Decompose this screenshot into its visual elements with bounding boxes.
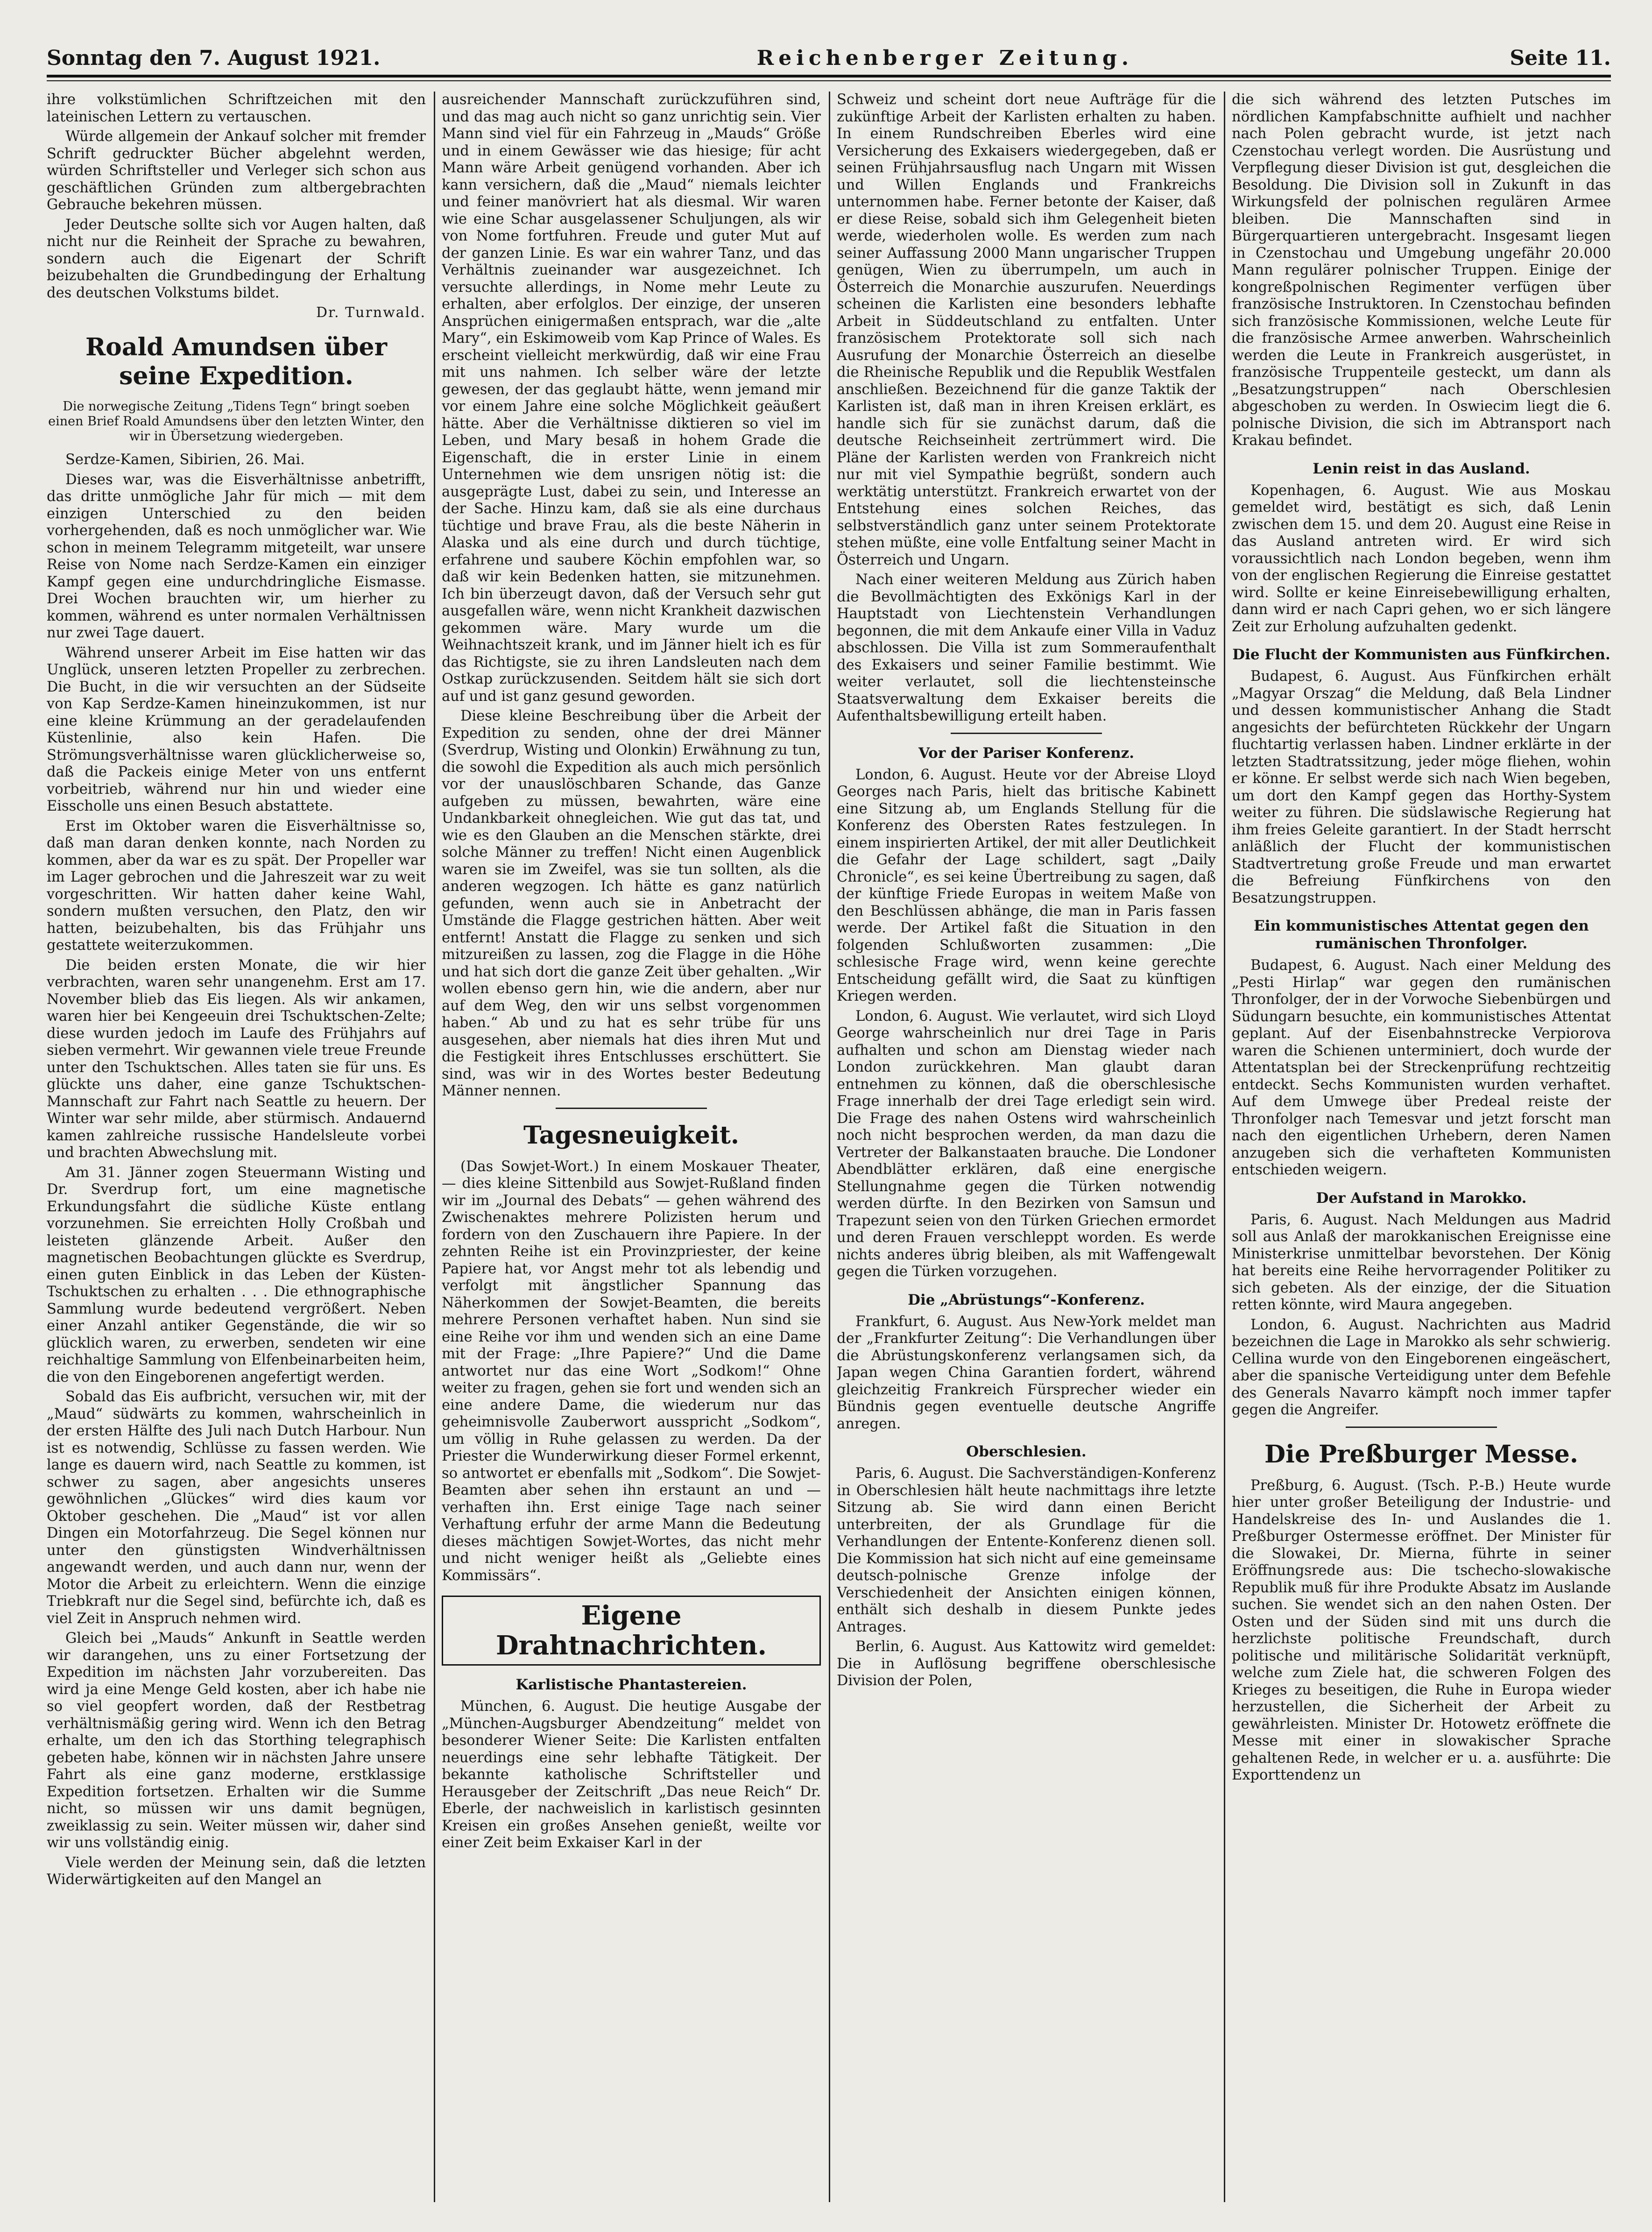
article-text: Berlin, 6. August. Aus Kattowitz wird gemeldet: Die in Auflösung begriffene oberschlesische Division der Polen,: [837, 1639, 1216, 1689]
article-text: London, 6. August. Heute vor der Abreise Lloyd Georges nach Paris, hielt das britische Kabinett eine Sitzung ab, um Englands Stellung für die Konferenz des Obersten Rates festzulegen. In einem inspirierten Artikel, der mit aller Deutlichkeit die Gefahr der Lage schildert, sagt „Daily Chronicle“, es sei keine Übertreibung zu sagen, daß der künftige Friede Europas in weitem Maße von den Beschlüssen abhänge, die man in Paris fassen werde. Der Artikel faßt die Situation in den folgenden Schlußworten zusammen: „Die schlesische Frage wird, wenn keine gerechte Entscheidung gefällt wird, die Saat zu künftigen Kriegen werden.: [837, 766, 1216, 1004]
masthead-rule-thin: [47, 80, 1611, 81]
column-1: [47, 92, 426, 2202]
issue-date: Sonntag den 7. August 1921.: [47, 46, 381, 70]
article-text: München, 6. August. Die heutige Ausgabe der „München-Augsburger Abendzeitung“ meldet von besonderer Wiener Seite: Die Karlisten entfalten neuerdings eine sehr lebhafte Tätigkeit. Der bekannte katholische Schriftsteller und Herausgeber der Zeitschrift „Das neue Reich“ Dr. Eberle, der nachweislich in karlistisch gesinnten Kreisen ein großes Ansehen genießt, weilte vor einer Zeit beim Exkaiser Karl in der: [442, 1698, 821, 1851]
subheadline-attentat: Ein kommunistisches Attentat gegen den rumänischen Thronfolger.: [1254, 918, 1589, 952]
masthead: [47, 43, 1611, 70]
article-text: Am 31. Jänner zogen Steuermann Wisting und Dr. Sverdrup fort, um eine magnetische Erkundungsfahrt die südliche Küste entlang vorzunehmen. Sie erreichten Holly Croßbah und leisteten glänzende Arbeit. Außer den magnetischen Beobachtungen glückte es Sverdrup, einen guten Einblick in das Leben der Küsten-Tschuktschen zu erhalten . . . Die ethnographische Sammlung wurde bedeutend vergrößert. Neben einer Anzahl antiker Gegenstände, die wir so glücklich waren, zu erwerben, sendeten wir eine reichhaltige Sammlung von Elfenbeinarbeiten heim, die von den Eingeborenen angefertigt werden.: [47, 1164, 426, 1385]
article-text: Schweiz und scheint dort neue Aufträge für die zukünftige Arbeit der Karlisten erhalten zu haben. In einem Rundschreiben Eberles wird eine Versicherung des Exkaisers wiedergegeben, daß er seinen Frühjahrsausflug nach Ungarn mit Wissen und Willen Englands und Frankreichs unternommen habe. Ferner betonte der Kaiser, daß er diese Reise, sobald sich ihm Gelegenheit bieten werde, wiederholen wolle. Es werden zum nach seiner Auffassung 2000 Mann ungarischer Truppen genügen, Wien zu überrumpeln, um auch in Österreich die Monarchie auszurufen. Neuerdings scheinen die Karlisten eine besonders lebhafte Arbeit in Süddeutschland zu entfalten. Unter französischem Protektorate soll sich nach Ausrufung der Monarchie Österreich an dieselbe die Rheinische Republik und die Republik Westfalen anschließen. Bezeichnend für die ganze Taktik der Karlisten ist, daß man in ihren Kreisen erklärt, es handle sich für sie zunächst darum, daß die deutsche Reichseinheit zertrümmert wird. Die Pläne der Karlisten werden von Frankreich nicht nur mit viel Sympathie begrüßt, sondern auch werktätig unterstützt. Frankreich erwartet von der Entstehung eines solchen Reiches, das selbstverständlich ganz unter seinem Protektorate stehen müßte, eine volle Entfaltung seiner Macht in Österreich und Ungarn.: [837, 92, 1216, 568]
column-4: [1232, 92, 1611, 2202]
article-text: Während unserer Arbeit im Eise hatten wir das Unglück, unseren letzten Propeller zu zerbrechen. Die Bucht, in die wir versuchten an der Südseite von Kap Serdze-Kamen hineinzukommen, ist nur eine kleine Krümmung an der geradelaufenden Küstenlinie, also kein Hafen. Die Strömungsverhältnisse waren glücklicherweise so, daß die Packeis einige Meter von uns entfernt vorbeitrieb, während nur hin und wieder eine Eisscholle uns einen Besuch abstattete.: [47, 644, 426, 814]
article-text: Erst im Oktober waren die Eisverhältnisse so, daß man daran denken konnte, nach Norden zu kommen, aber da war es zu spät. Der Propeller war im Lager gebrochen und die Jahreszeit war zu weit vorgeschritten. Wir hatten daher keine Wahl, sondern mußten versuchen, den Platz, den wir hatten, beizubehalten, bis das Frühjahr uns gestattete weiterzukommen.: [47, 818, 426, 954]
newspaper-title: Reichenberger Zeitung.: [756, 46, 1134, 70]
section-divider: [556, 1108, 707, 1109]
subheadline-marokko: Der Aufstand in Marokko.: [1316, 1189, 1527, 1207]
article-text: Sobald das Eis aufbricht, versuchen wir, mit der „Maud“ südwärts zu kommen, wahrscheinlich in der ersten Hälfte des Juli nach Dutch Harbour. Nun ist es notwendig, Schlüsse zu fassen werden. Wie lange es dauern wird, nach Seattle zu kommen, ist schwer zu sagen, aber angesichts unseres gewöhnlichen „Glückes“ wird dies kaum vor Oktober geschehen. Die „Maud“ ist vor allen Dingen ein Motorfahrzeug. Die Segel können nur unter den günstigsten Windverhältnissen angewandt werden, und auch dann nur, wenn der Motor die Arbeit zu erleichtern. Wenn die einzige Triebkraft nur die Segel sind, befürchte ich, daß es viel Zeit in Anspruch nehmen wird.: [47, 1389, 426, 1627]
article-intro: Die norwegische Zeitung „Tidens Tegn“ bringt soeben einen Brief Roald Amundsens über den letzten Winter, den wir in Übersetzung wiedergeben.: [48, 399, 424, 444]
article-text: Dieses war, was die Eisverhältnisse anbetrifft, das dritte unmögliche Jahr für mich — mit dem einzigen Unterschied zu den beiden vorhergehenden, daß es noch unmöglicher war. Wie schon in meinem Telegramm mitgeteilt, war unsere Reise von Nome nach Serdze-Kamen ein einziger Kampf gegen eine undurchdringliche Eismasse. Drei Wochen brauchten wir, um hierher zu kommen, während es unter normalen Verhältnissen nur zwei Tage dauert.: [47, 471, 426, 641]
headline-tagesneuigkeit: Tagesneuigkeit.: [523, 1121, 739, 1150]
article-text: London, 6. August. Nachrichten aus Madrid bezeichnen die Lage in Marokko als sehr schwierig. Cellina wurde von den Eingeborenen eingeäschert, aber die spanische Verteidigung unter dem Befehle des Generals Navarro kämpft noch immer tapfer gegen die Angreifer.: [1232, 1316, 1611, 1418]
article-text: Diese kleine Beschreibung über die Arbeit der Expedition zu senden, ohne der drei Männer (Sverdrup, Wisting und Olonkin) Erwähnung zu tun, die sowohl die Expedition als auch mich persönlich vor der unauslöschbaren Schande, das Ganze aufgeben zu müssen, bewahrten, wäre eine Undankbarkeit ohnegleichen. Wie gut das tat, und wie es den Glauben an die Menschen stärkte, drei solche Männer zu treffen! Nicht einen Augenblick waren sie im Zweifel, was sie tun sollten, als die anderen wegzogen. Ich hätte es ganz natürlich gefunden, wenn auch sie in Anbetracht der Umstände die Flagge gestrichen hätten. Aber weit entfernt! Anstatt die Flagge zu senken und sich mitzureißen zu lassen, zog die Flagge in die Höhe und hat sich dort die ganze Zeit über gehalten. „Wir wollen ebenso gern hin, wie die andern, aber nur auf dem Weg, den wir uns selbst vorgenommen haben.“ Ab und zu hat es sehr trübe für uns ausgesehen, aber niemals hat dies ihren Mut und die Festigkeit ihres Entschlusses erschüttert. Sie sind, was wir in des Wortes bester Bedeutung Männer nennen.: [442, 708, 821, 1099]
columns: [47, 92, 1611, 2202]
article-text: Viele werden der Meinung sein, daß die letzten Widerwärtigkeiten auf den Mangel an: [47, 1854, 426, 1888]
article-text: Paris, 6. August. Die Sachverständigen-Konferenz in Oberschlesien hält heute nachmittags ihre letzte Sitzung ab. Sie wird dann einen Bericht unterbreiten, der als Grundlage für die Verhandlungen der Entente-Konferenz dienen soll. Die Kommission hat sich nicht auf eine gemeinsame deutsch-polnische Grenze infolge der Verschiedenheit der Ansichten einigen können, enthält sich deshalb in diesem Punkte jedes Antrages.: [837, 1465, 1216, 1635]
article-text: Paris, 6. August. Nach Meldungen aus Madrid soll aus Anlaß der marokkanischen Ereignisse eine Ministerkrise unmittelbar bevorstehen. Der König hat bereits eine Reihe hervorragender Politiker zu sich gebeten. Als der einzige, der die Situation retten könnte, wird Maura angegeben.: [1232, 1211, 1611, 1313]
subheadline-fuenfkirchen: Die Flucht der Kommunisten aus Fünfkirchen.: [1232, 646, 1610, 663]
article-text: Nach einer weiteren Meldung aus Zürich haben die Bevollmächtigten des Exkönigs Karl in der Hauptstadt von Liechtenstein Verhandlungen begonnen, die mit dem Ankaufe einer Villa in Vaduz abschlossen. Die Villa ist zum Sommeraufenthalt des Exkaisers und seiner Familie bestimmt. Wie weiter verlautet, soll die liechtensteinsche Staatsverwaltung dem Exkaiser bereits die Aufenthaltsbewilligung erteilt haben.: [837, 572, 1216, 724]
headline-amundsen: Roald Amundsen über seine Expedition.: [85, 333, 388, 390]
headline-drahtnachrichten: Eigene Drahtnachrichten.: [442, 1596, 821, 1666]
article-text: Die beiden ersten Monate, die wir hier verbrachten, waren sehr unangenehm. Erst am 17. November blieb das Eis liegen. Als wir ankamen, waren hier bei Kengeeuin drei Tschuktschen-Zelte; diese wurden jedoch im Laufe des Frühjahrs auf sieben vermehrt. Wir gewannen viele treue Freunde unter den Tschuktschen. Alles taten sie für uns. Es glückte uns daher, eine ganze Tschuktschen-Mannschaft zur Fahrt nach Seattle zu heuern. Der Winter war sehr milde, aber stürmisch. Andauernd kamen zahlreiche russische Handelsleute vorbei und brachten Abwechslung mit.: [47, 957, 426, 1161]
article-text: London, 6. August. Wie verlautet, wird sich Lloyd George wahrscheinlich nur drei Tage in Paris aufhalten und schon am Dienstag wieder nach London zurückkehren. Man glaubt daran entnehmen zu können, daß die oberschlesische Frage innerhalb der drei Tage erledigt sein wird. Die Frage des nahen Ostens wird wahrscheinlich noch nicht besprochen werden, da man dazu die Vertreter der Balkanstaaten brauche. Die Londoner Abendblätter erklären, daß eine energische Stellungnahme gegen die Türken notwendig werden dürfte. In den Bezirken von Samsun und Trapezunt seien von den Türken Griechen ermordet und deren Frauen verschleppt worden. Es werde nichts anderes übrig bleiben, als mit Waffengewalt gegen die Türken vorzugehen.: [837, 1008, 1216, 1280]
column-3: [837, 92, 1216, 2202]
article-text: ausreichender Mannschaft zurückzuführen sind, und das mag auch nicht so ganz unrichtig sein. Vier Mann sind viel für ein Fahrzeug in „Mauds“ Größe und in einem Gewässer wie das hiesige; für acht Mann wäre Arbeit genügend vorhanden. Aber ich kann versichern, daß die „Maud“ niemals leichter und feiner manövriert hat als diesmal. Wir waren wie eine Schar ausgelassener Schuljungen, als wir von Nome fortfuhren. Freude und guter Mut auf der ganzen Linie. Es war ein wahrer Tanz, und das Verhältnis zueinander war ausgezeichnet. Ich versuchte allerdings, in Nome mehr Leute zu erhalten, aber erfolglos. Der einzige, der unseren Ansprüchen einigermaßen entsprach, war die „alte Mary“, ein Eskimoweib vom Kap Prince of Wales. Es erscheint vielleicht merkwürdig, daß wir eine Frau mit uns nahmen. Ich selber wäre der letzte gewesen, der das geglaubt hätte, wenn jemand mir vor einem Jahre eine solche Möglichkeit geäußert hätte. Aber die Verhältnisse diktieren so viel im Leben, und Mary besaß in hohem Grade die Eigenschaft, die in erster Linie in einem Unternehmen wie dem unsrigen nötig ist: die ausgeprägte Lust, dabei zu sein, und Interesse an der Sache. Hinzu kam, daß sie als eine durchaus tüchtige und brave Frau, als die beste Näherin in Alaska und als eine durch und durch tüchtige, erfahrene und saubere Köchin empfohlen war, so daß wir kein Bedenken hatten, sie mitzunehmen. Ich bin überzeugt davon, daß der Versuch sehr gut ausgefallen wäre, wenn nicht Krankheit dazwischen gekommen wäre. Mary wurde um die Weihnachtszeit krank, und im Jänner hielt ich es für das Richtigste, sie zu ihren Landsleuten nach dem Ostkap zurückzusenden. Seitdem hält sie sich dort auf und ist ganz gesund geworden.: [442, 92, 821, 705]
section-divider: [1346, 1427, 1497, 1428]
column-2: [442, 92, 821, 2202]
section-divider: [951, 733, 1102, 734]
article-text: die sich während des letzten Putsches im nördlichen Kampfabschnitte aufhielt und nachher nach Polen gebracht wurde, ist jetzt nach Czenstochau verlegt worden. Die Ausrüstung und Verpflegung dieser Division ist gut, desgleichen die Besoldung. Die Division soll in Zukunft in das Wirkungsfeld der polnischen regulären Armee bleiben. Die Mannschaften sind in Bürgerquartieren untergebracht. Insgesamt liegen in Czenstochau und Umgebung ungefähr 20.000 Mann regulärer polnischer Truppen. Einige der kongreßpolnischen Regimenter verfügen über französische Instruktoren. In Czenstochau befinden sich französische Kommissionen, welche Leute für die französische Armee anwerben. Wahrscheinlich werden die Leute in Frankreich ausgerüstet, in französische Truppenteile gesteckt, um dann als „Besatzungstruppen“ nach Oberschlesien abgeschoben zu werden. In Oswiecim liegt die 6. polnische Division, die sich im Abtransport nach Krakau befindet.: [1232, 92, 1611, 449]
article-text: Frankfurt, 6. August. Aus New-York meldet man der „Frankfurter Zeitung“: Die Verhandlungen über die Abrüstungskonferenz verlangsamen sich, da Japan wegen China Garantien fordert, während gleichzeitig Frankreich Fürsprecher wieder ein Bündnis gegen eventuelle deutsche Angriffe anregen.: [837, 1313, 1216, 1432]
article-text: Jeder Deutsche sollte sich vor Augen halten, daß nicht nur die Reinheit der Sprache zu bewahren, sondern auch die Eigenart der Schrift beizubehalten die Grundbedingung der Erhaltung des deutschen Volkstums bildet.: [47, 216, 426, 301]
article-text: Budapest, 6. August. Nach einer Meldung des „Pesti Hirlap“ war gegen den rumänischen Thronfolger, der in der Vorwoche Siebenbürgen und Südungarn besuchte, ein kommunistisches Attentat geplant. Auf der Eisenbahnstrecke Verpiorova waren die Schienen unterminiert, doch wurde der Attentatsplan bei der Streckenprüfung rechtzeitig entdeckt. Sechs Kommunisten wurden verhaftet. Auf dem Umwege über Predeal reiste der Thronfolger nach Temesvar und jetzt forscht man nach den eigentlichen Urhebern, deren Namen anzugeben sich die verhafteten Kommunisten entschieden weigern.: [1232, 957, 1611, 1178]
masthead-rule: [47, 75, 1611, 78]
article-text: (Das Sowjet-Wort.) In einem Moskauer Theater, — dies kleine Sittenbild aus Sowjet-Rußland finden wir im „Journal des Debats“ — gehen während des Zwischenaktes mehrere Polizisten herum und fordern von den Zuschauern ihre Papiere. In der zehnten Reihe ist ein Provinzpriester, der keine Papiere hat, vor Angst mehr tot als lebendig und verfolgt mit ängstlicher Spannung das Näherkommen der Sowjet-Beamten, die bereits mehrere Personen verhaftet haben. Nun sind sie eine Reihe vor ihm und wenden sich an eine Dame mit der Frage: „Ihre Papiere?“ Und die Dame antwortet nur das eine Wort „Sodkom!“ Ohne weiter zu fragen, gehen sie fort und wenden sich an eine andere Dame, die wiederum nur das geheimnisvolle Zauberwort ausspricht „Sodkom“, um völlig in Ruhe gelassen zu werden. Da der Priester die Wunderwirkung dieser Formel erkennt, so antwortet er ebenfalls mit „Sodkom“. Die Sowjet-Beamten aber sehen ihn erstaunt an und — verhaften ihn. Erst einige Tage nach seiner Verhaftung erfuhr der arme Mann die Bedeutung dieses mächtigen Sowjet-Wortes, das nicht mehr und nicht weniger heißt als „Geliebte eines Kommissärs“.: [442, 1158, 821, 1584]
article-text: Budapest, 6. August. Aus Fünfkirchen erhält „Magyar Orszag“ die Meldung, daß Bela Lindner und dessen kommunistischer Anhang die Stadt angesichts der befürchteten Rückkehr der Ungarn fluchtartig verlassen haben. Lindner erklärte in der letzten Stadtratssitzung, jeder möge fliehen, wohin er könne. Er selbst werde sich nach Wien begeben, um dort den Kampf gegen das Horthy-System weiter zu führen. Die südslawische Regierung hat ihm freies Geleite garantiert. In der Stadt herrscht anläßlich der Flucht der kommunistischen Stadtvertretung große Freude und man erwartet die Befreiung Fünfkirchens von den Besatzungstruppen.: [1232, 668, 1611, 906]
article-text: ihre volkstümlichen Schriftzeichen mit den lateinischen Lettern zu vertauschen.: [47, 92, 426, 125]
subheadline-lenin: Lenin reist in das Ausland.: [1313, 460, 1530, 477]
subheadline-abruestung: Die „Abrüstungs“-Konferenz.: [908, 1291, 1145, 1308]
article-text: Würde allgemein der Ankauf solcher mit fremder Schrift gedruckter Bücher abgelehnt werden, würden Schriftsteller und Verleger sich schon aus geschäftlichen Gründen zum altbergebrachten Gebrauche bekehren müssen.: [47, 128, 426, 213]
subheadline-karlisten: Karlistische Phantastereien.: [515, 1676, 747, 1693]
subheadline-oberschlesien: Oberschlesien.: [966, 1443, 1087, 1460]
author-signature: Dr. Turnwald.: [316, 304, 426, 321]
subheadline-pariser-konferenz: Vor der Pariser Konferenz.: [918, 744, 1135, 762]
article-text: Kopenhagen, 6. August. Wie aus Moskau gemeldet wird, bestätigt es sich, daß Lenin zwischen dem 15. und dem 20. August eine Reise in das Ausland antreten wird. Er wird sich voraussichtlich nach London begeben, wenn ihm von der englischen Regierung die Einreise gestattet wird. Sollte er keine Einreisebewilligung erhalten, dann wird er nach Capri gehen, wo er sich längere Zeit zur Erholung aufzuhalten gedenkt.: [1232, 482, 1611, 635]
headline-pressburger-messe: Die Preßburger Messe.: [1264, 1440, 1578, 1469]
page-number: Seite 11.: [1510, 46, 1611, 70]
article-text: Gleich bei „Mauds“ Ankunft in Seattle werden wir darangehen, uns zu einer Fortsetzung der Expedition im nächsten Jahr vorzubereiten. Das wird ja eine Menge Geld kosten, aber ich habe nie so viel geopfert worden, daß der Restbetrag verhältnismäßig gering wird. Wenn ich den Betrag erhalte, um den ich das Storthing telegraphisch gebeten habe, können wir in nächsten Jahre unsere Fahrt als eine ganz moderne, erstklassige Expedition fortsetzen. Erhalten wir die Summe nicht, so müssen wir uns damit begnügen, zweiklassig zu sein. Weiter müssen wir, daher sind wir uns vollständig einig.: [47, 1630, 426, 1851]
dateline: Serdze-Kamen, Sibirien, 26. Mai.: [65, 452, 305, 468]
article-text: Preßburg, 6. August. (Tsch. P.-B.) Heute wurde hier unter großer Beteiligung der Industrie- und Handelskreise des In- und Auslandes die 1. Preßburger Ostermesse eröffnet. Der Minister für die Slowakei, Dr. Mierna, führte in seiner Eröffnungsrede aus: Die tschecho-slowakische Republik muß für ihre Produkte Absatz im Auslande suchen. Sie wendet sich an den nahen Osten. Der Osten und der Süden sind mit uns durch die herzlichste politische Freundschaft, durch politische und militärische Solidarität verknüpft, welche zum Ziele hat, die schweren Folgen des Krieges zu beseitigen, die Ruhe in Europa wieder herzustellen, die Sicherheit der Arbeit zu gewährleisten. Minister Dr. Hotowetz eröffnete die Messe mit einer in slowakischer Sprache gehaltenen Rede, in welcher er u. a. ausführte: Die Exporttendenz un: [1232, 1477, 1611, 1783]
